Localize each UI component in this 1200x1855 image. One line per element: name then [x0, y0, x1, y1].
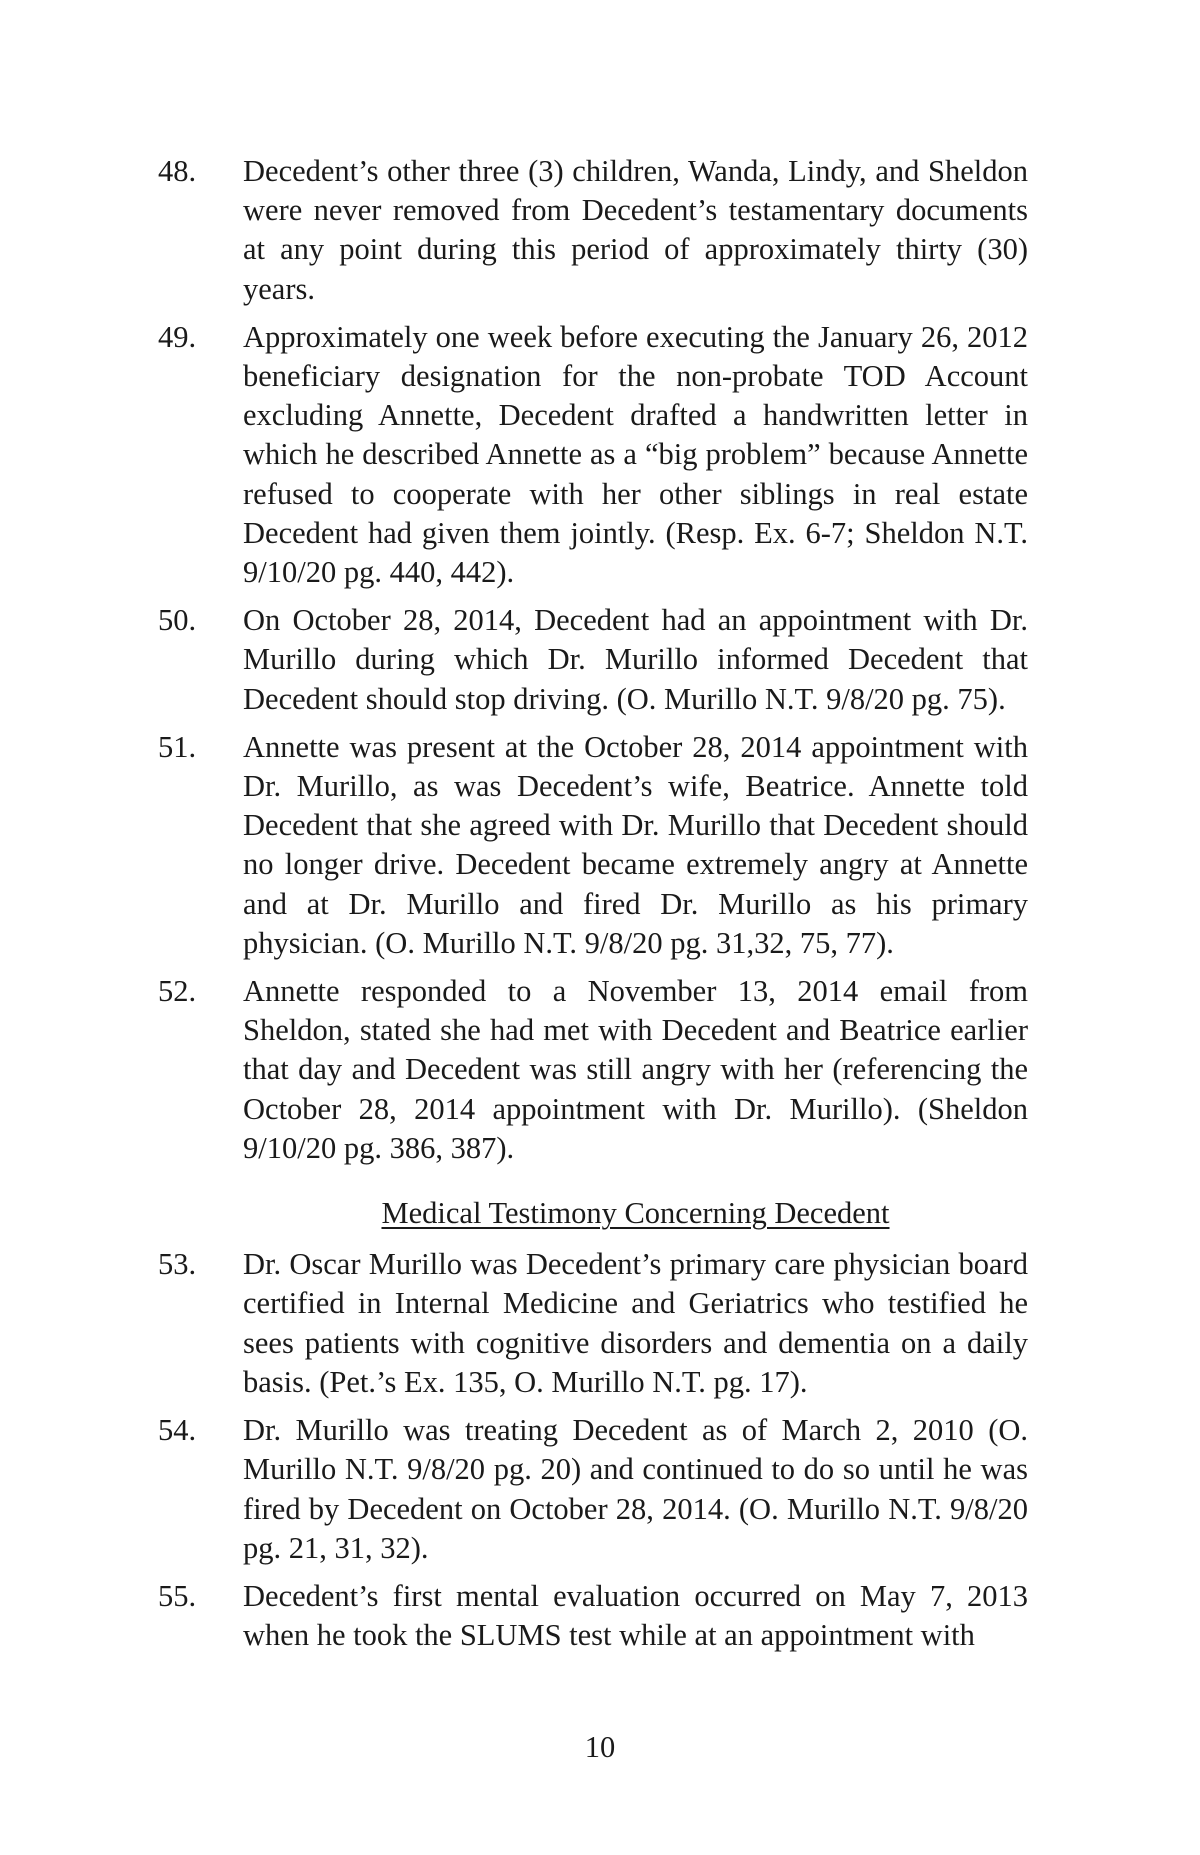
paragraph-number: 49. [158, 319, 197, 354]
paragraph-text: Decedent’s other three (3) children, Wanda, Lindy, and Sheldon were never removed from Decedent’s testamentary documents at any point during this period of approximately thirty (30) years. [243, 154, 1028, 306]
paragraph-number: 54. [158, 1413, 197, 1448]
paragraph-text: Annette responded to a November 13, 2014 email from Sheldon, stated she had met with Decedent and Beatrice earlier that day and Decedent was still angry with her (referencing the October 28, 2014 appointment with Dr. Murillo). (Sheldon 9/10/20 pg. 386, 387). [243, 974, 1028, 1165]
page-content [158, 152, 1028, 1664]
paragraph-54 [158, 1411, 1028, 1568]
paragraph-number: 51. [158, 729, 197, 764]
paragraph-text: Approximately one week before executing the January 26, 2012 beneficiary designation for the non-probate TOD Account excluding Annette, Decedent drafted a handwritten letter in which he described Annette as a “big problem” because Annette refused to cooperate with her other siblings in real estate Decedent had given them jointly. (Resp. Ex. 6-7; Sheldon N.T. 9/10/20 pg. 440, 442). [243, 319, 1028, 590]
paragraph-text: Annette was present at the October 28, 2014 appointment with Dr. Murillo, as was Decedent’s wife, Beatrice. Annette told Decedent that she agreed with Dr. Murillo that Decedent should no longer drive. Decedent became extremely angry at Annette and at Dr. Murillo and fired Dr. Murillo as his primary physician. (O. Murillo N.T. 9/8/20 pg. 31,32, 75, 77). [243, 729, 1028, 960]
paragraph-text: Decedent’s first mental evaluation occurred on May 7, 2013 when he took the SLUMS test while at an appointment with [243, 1578, 1028, 1653]
paragraph-53 [158, 1245, 1028, 1402]
paragraph-text: Dr. Murillo was treating Decedent as of March 2, 2010 (O. Murillo N.T. 9/8/20 pg. 20) and continued to do so until he was fired by Decedent on October 28, 2014. (O. Murillo N.T. 9/8/20 pg. 21, 31, 32). [243, 1413, 1028, 1565]
paragraph-51 [158, 728, 1028, 963]
paragraph-52 [158, 972, 1028, 1168]
paragraph-number: 48. [158, 154, 197, 188]
paragraph-50 [158, 601, 1028, 719]
paragraph-number: 50. [158, 603, 197, 638]
paragraph-number: 55. [158, 1578, 197, 1613]
page-number: 10 [584, 1730, 616, 1764]
paragraph-text: Dr. Oscar Murillo was Decedent’s primary care physician board certified in Internal Medicine and Geriatrics who testified he sees patients with cognitive disorders and dementia on a daily basis. (Pet.’s Ex. 135, O. Murillo N.T. pg. 17). [243, 1247, 1028, 1399]
paragraph-49 [158, 318, 1028, 592]
paragraph-number: 53. [158, 1247, 197, 1282]
paragraph-48 [158, 152, 1028, 309]
paragraph-55 [158, 1577, 1028, 1655]
paragraph-text: On October 28, 2014, Decedent had an appointment with Dr. Murillo during which Dr. Murillo informed Decedent that Decedent should stop driving. (O. Murillo N.T. 9/8/20 pg. 75). [243, 603, 1028, 716]
section-heading: Medical Testimony Concerning Decedent [381, 1196, 890, 1231]
paragraph-number: 52. [158, 974, 197, 1009]
